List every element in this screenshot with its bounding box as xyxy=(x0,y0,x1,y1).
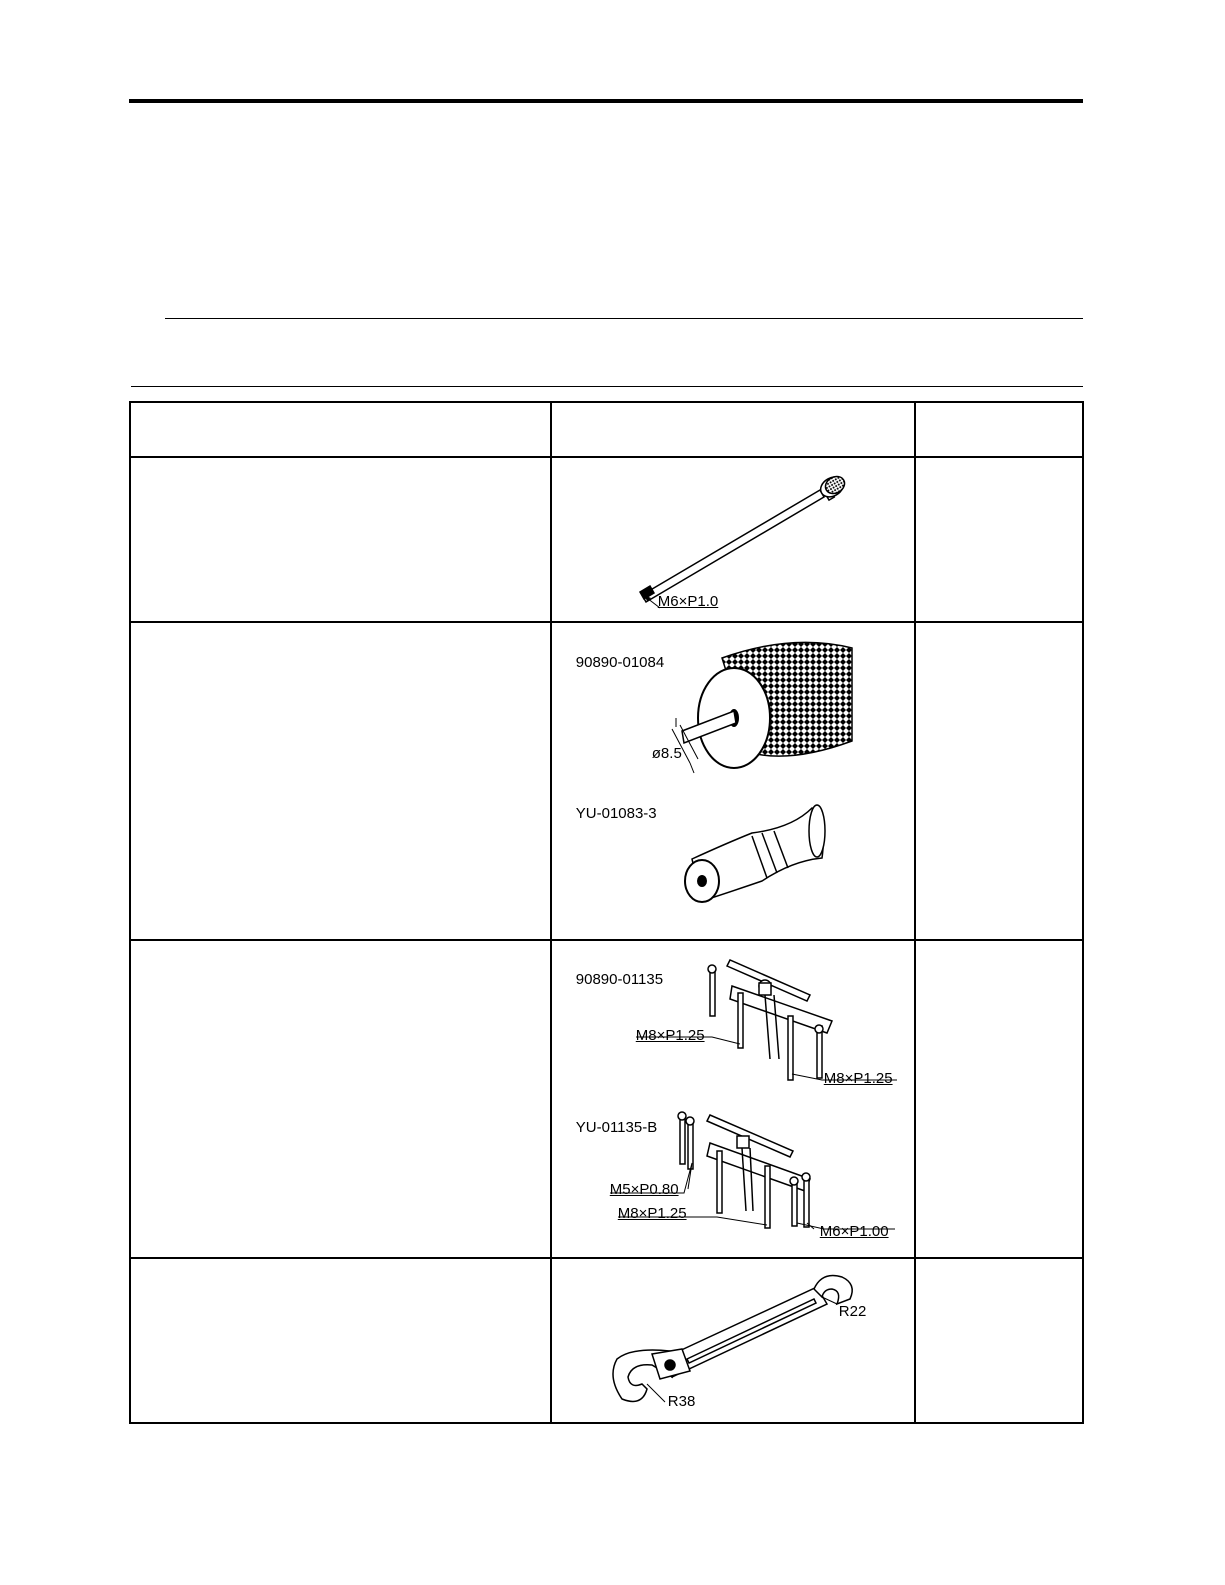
section-rule xyxy=(165,318,1083,319)
part-number-label-b: YU-01083-3 xyxy=(575,805,657,822)
table-header-row xyxy=(130,402,1083,457)
diameter-label: ø8.5 xyxy=(651,745,682,762)
rod-tool-illustration xyxy=(552,458,915,621)
part-number-cell xyxy=(915,940,1083,1258)
part-number-cell xyxy=(915,1258,1083,1423)
part-number-label-a: 90890-01135 xyxy=(575,971,664,988)
special-tools-table xyxy=(129,401,1084,1424)
tool-name-cell xyxy=(130,622,551,940)
header-cell-name xyxy=(130,402,551,457)
thread-label-b1: M5×P0.80 xyxy=(609,1181,679,1198)
top-rule xyxy=(129,99,1083,103)
tool-name-cell xyxy=(130,940,551,1258)
tool-name-cell xyxy=(130,457,551,622)
radius-label-small: R22 xyxy=(838,1303,867,1320)
thread-label-b2: M8×P1.25 xyxy=(617,1205,687,1222)
table-row xyxy=(130,622,1083,940)
table-row xyxy=(130,940,1083,1258)
tool-illustration-cell xyxy=(551,1258,916,1423)
part-number-label-a: 90890-01084 xyxy=(575,654,665,671)
tool-illustration-cell xyxy=(551,622,916,940)
header-cell-part-number xyxy=(915,402,1083,457)
table-row xyxy=(130,1258,1083,1423)
thread-label-b3: M6×P1.00 xyxy=(819,1223,889,1240)
part-number-cell xyxy=(915,457,1083,622)
thread-label-a1: M8×P1.25 xyxy=(635,1027,705,1044)
thread-label: M6×P1.0 xyxy=(657,593,719,610)
tool-illustration-cell xyxy=(551,940,916,1258)
header-cell-illustration xyxy=(551,402,916,457)
part-number-cell xyxy=(915,622,1083,940)
part-number-label-b: YU-01135-B xyxy=(575,1119,658,1136)
puller-set-illustration xyxy=(552,941,915,1257)
table-top-rule xyxy=(131,386,1083,387)
table-row xyxy=(130,457,1083,622)
tool-illustration-cell xyxy=(551,457,916,622)
thread-label-a2: M8×P1.25 xyxy=(823,1070,893,1087)
tool-name-cell xyxy=(130,1258,551,1423)
hook-wrench-illustration xyxy=(552,1259,915,1422)
radius-label-large: R38 xyxy=(667,1393,696,1410)
